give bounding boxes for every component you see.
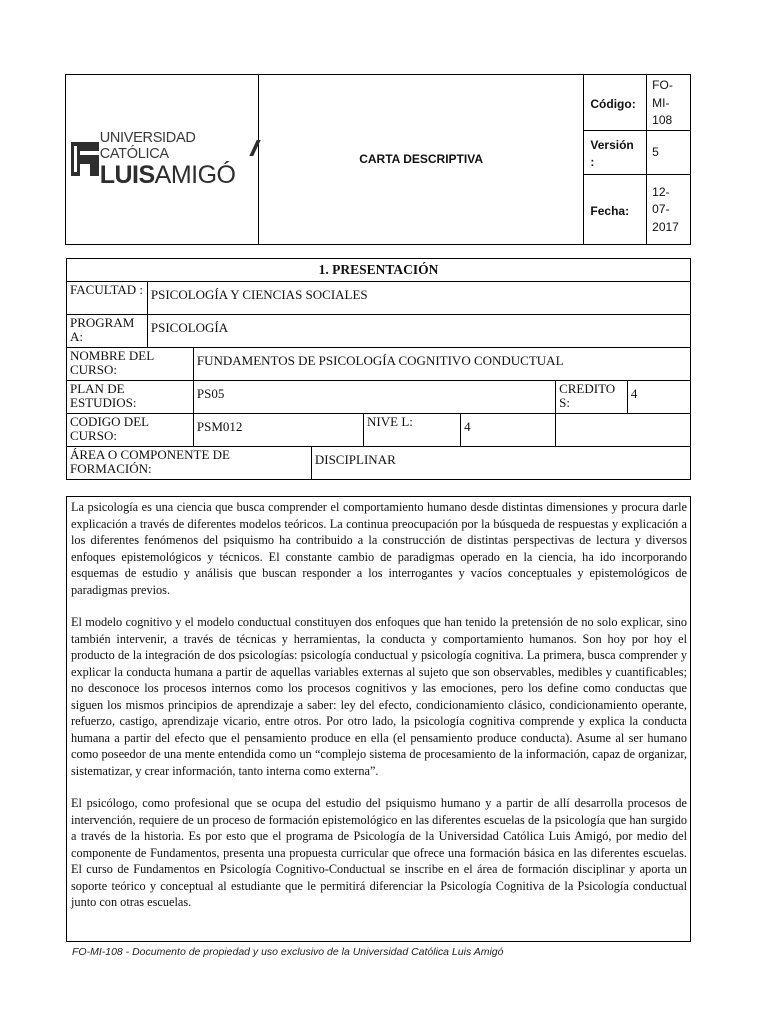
codigo-curso-value: PSM012 bbox=[193, 414, 363, 447]
paragraph-2: El modelo cognitivo y el modelo conductual constituyen dos enfoques que han tenido la pretensión de no solo explicar, sino también intervenir, a través de técnicas y herramientas, la conducta y comportamiento humanos. Son hoy por hoy el producto de la integración de dos psicologías: psicología conductual y psicología cognitiva. La primera, busca comprender y explicar la conducta humana a partir de aquellas variables externas al sujeto que son observables, medibles y cuantificables; no desconoce los procesos internos como los procesos cognitivos y las emociones, pero los define como conductas que siguen los mismos principios de aprendizaje a saber: ley del efecto, condicionamiento clásico, condicionamiento operante, refuerzo, castigo, aprendizaje vicario, entre otros. Por otro lado, la psicología cognitiva comprende y explica la conducta humana a partir del efecto que el pensamiento produce en ella (el pensamiento produce conducta). Asume al ser humano como poseedor de una mente entendida como un “complejo sistema de procesamiento de la información, capaz de organizar, sistematizar, y crear información, tanto interna como externa”. bbox=[71, 615, 687, 778]
curso-label: NOMBRE DEL CURSO: bbox=[67, 348, 194, 381]
logo-line2: LUISAMIGÓ bbox=[99, 161, 236, 190]
fecha-value: 12-07-2017 bbox=[647, 174, 691, 244]
codigo-label: Código: bbox=[584, 75, 647, 131]
logo-line1: UNIVERSIDAD CATÓLICA bbox=[99, 130, 196, 163]
programa-label: PROGRAM A: bbox=[67, 315, 148, 348]
description-text-box bbox=[66, 496, 691, 942]
presentacion-table bbox=[66, 258, 691, 480]
curso-value: FUNDAMENTOS DE PSICOLOGÍA COGNITIVO CONDUCTUAL bbox=[193, 348, 690, 381]
logo-mark-icon bbox=[71, 142, 96, 176]
paragraph-3: El psicólogo, como profesional que se ocupa del estudio del psiquismo humano y a partir de allí desarrolla procesos de intervención, requiere de un proceso de formación epistemológico en las diferentes escuelas de la psicología que han surgido a través de la historia. Es por esto que el programa de Psicología de la Universidad Católica Luis Amigó, por medio del componente de Fundamentos, presenta una propuesta curricular que ofrece una formación básica en las diferentes escuelas. El curso de Fundamentos en Psicología Cognitivo-Conductual se inscribe en el área de formación disciplinar y aporta un soporte teórico y conceptual al estudiante que le permitirá diferenciar la Psicología Cognitiva de la Psicología conductual junto con otras escuelas. bbox=[71, 796, 687, 909]
creditos-label: CREDITO S: bbox=[556, 381, 628, 414]
facultad-value: PSICOLOGÍA Y CIENCIAS SOCIALES bbox=[147, 282, 690, 315]
programa-value: PSICOLOGÍA bbox=[147, 315, 690, 348]
plan-label: PLAN DE ESTUDIOS: bbox=[67, 381, 194, 414]
version-label: Versión : bbox=[584, 130, 647, 174]
document-header bbox=[65, 74, 691, 245]
creditos-value: 4 bbox=[627, 381, 690, 414]
document-title: CARTA DESCRIPTIVA bbox=[258, 75, 584, 245]
university-logo bbox=[66, 130, 258, 188]
area-value: DISCIPLINAR bbox=[311, 447, 690, 480]
logo-cell bbox=[66, 75, 259, 245]
nivel-label: NIVE L: bbox=[364, 414, 461, 447]
version-value: 5 bbox=[647, 130, 691, 174]
paragraph-1: La psicología es una ciencia que busca comprender el comportamiento humano desde distintas dimensiones y procura darle explicación a través de diferentes modelos teóricos. La continua preocupación por la búsqueda de respuestas y explicación a los diferentes fenómenos del psiquismo ha contribuido a la construcción de distintas perspectivas de lectura y diversos enfoques epistemológicos y técnicos. El constante cambio de paradigmas operado en la ciencia, ha ido incorporando esquemas de estudio y análisis que buscan responder a los interrogantes y vacíos conceptuales y epistemológicos de paradigmas previos. bbox=[71, 500, 687, 597]
facultad-label: FACULTAD : bbox=[67, 282, 148, 315]
nivel-value: 4 bbox=[461, 414, 556, 447]
footer-note: FO-MI-108 - Documento de propiedad y uso exclusivo de la Universidad Católica Luis Amigó bbox=[72, 946, 504, 958]
area-label: ÁREA O COMPONENTE DE FORMACIÓN: bbox=[67, 447, 312, 480]
fecha-label: Fecha: bbox=[584, 174, 647, 244]
empty-cell bbox=[556, 414, 691, 447]
plan-value: PS05 bbox=[193, 381, 555, 414]
codigo-value: FO-MI-108 bbox=[647, 75, 691, 131]
section-title: 1. PRESENTACIÓN bbox=[67, 259, 691, 282]
codigo-curso-label: CODIGO DEL CURSO: bbox=[67, 414, 194, 447]
